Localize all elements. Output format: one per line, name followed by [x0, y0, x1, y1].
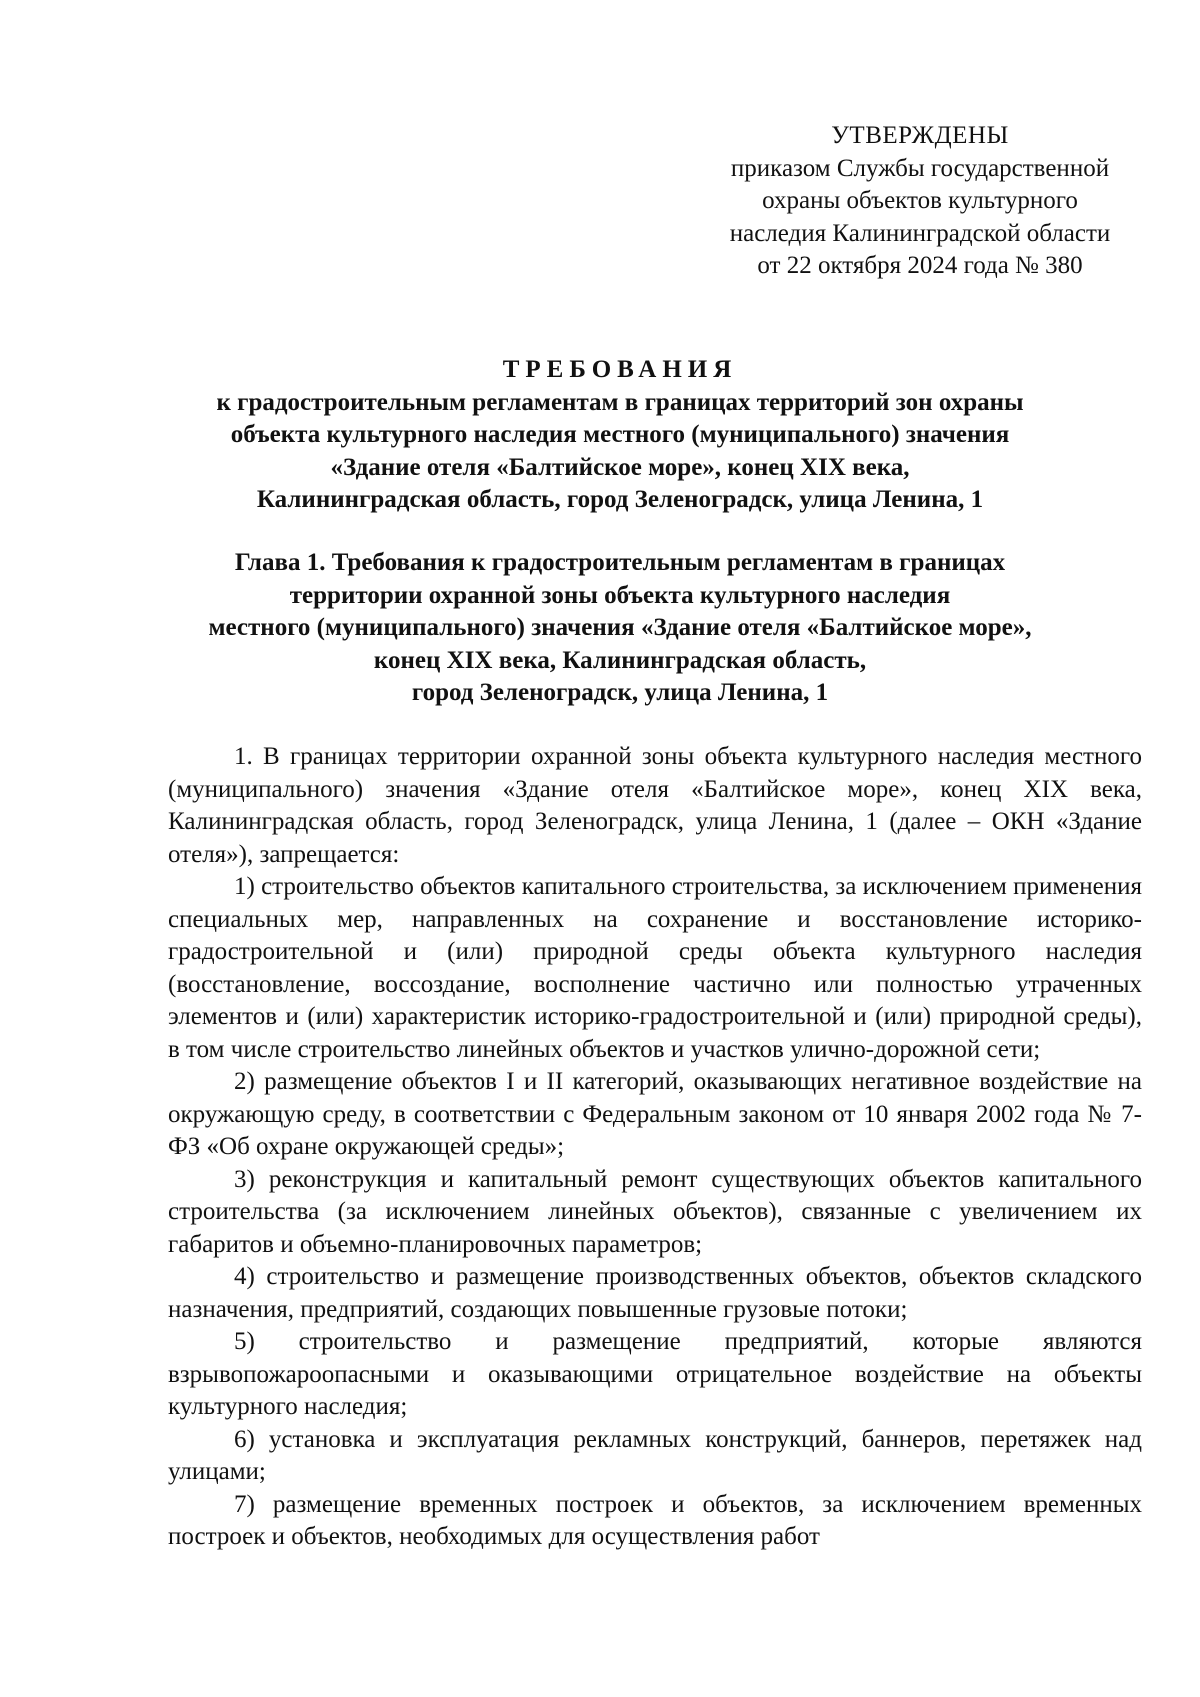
paragraph-item-2: 2) размещение объектов I и II категорий, оказывающих негативное воздействие на окружающую среду, в соответствии с Федеральным законом от 10 января 2002 года № 7-ФЗ «Об охране окружающей среды»; [168, 1068, 1142, 1160]
title-line: Калининградская область, город Зеленоградск, улица Ленина, 1 [256, 486, 984, 513]
title-line: к градостроительным регламентам в границах территорий зон охраны [216, 388, 1024, 416]
paragraph-item-6: 6) установка и эксплуатация рекламных конструкций, баннеров, перетяжек над улицами; [168, 1425, 1142, 1485]
document-title [120, 354, 1120, 517]
title-word: ТРЕБОВАНИЯ [502, 356, 738, 383]
approval-line: наследия Калининградской области [729, 219, 1111, 247]
chapter-heading [140, 547, 1100, 710]
approval-heading: УТВЕРЖДЕНЫ [831, 122, 1009, 149]
chapter-line: конец XIX века, Калининградская область, [373, 646, 867, 674]
paragraph-item-1: 1) строительство объектов капитального строительства, за исключением применения специальных мер, направленных на сохранение и восстановление историко-градостроительной и (или) природной среды объекта культурного наследия (восстановление, воссоздание, восполнение частично или полностью утраченных элементов и (или) характеристик историко-градостроительной и (или) природной среды), в том числе строительство линейных объектов и участков улично-дорожной сети; [168, 873, 1142, 1063]
chapter-line: город Зеленоградск, улица Ленина, 1 [411, 679, 829, 706]
chapter-line: территории охранной зоны объекта культурного наследия [289, 581, 951, 609]
title-line: «Здание отеля «Балтийское море», конец XIX века, [330, 453, 910, 481]
paragraph-clause-1: 1. В границах территории охранной зоны объекта культурного наследия местного (муниципального) значения «Здание отеля «Балтийское море», конец XIX века, Калининградская область, город Зеленоградск, улица Ленина, 1 (далее – ОКН «Здание отеля»), запрещается: [168, 743, 1142, 868]
title-line: объекта культурного наследия местного (муниципального) значения [230, 421, 1010, 448]
chapter-line: Глава 1. Требования к градостроительным регламентам в границах [234, 549, 1006, 576]
chapter-line: местного (муниципального) значения «Здание отеля «Балтийское море», [208, 614, 1032, 641]
paragraph-item-3: 3) реконструкция и капитальный ремонт существующих объектов капитального строительства (за исключением линейных объектов), связанные с увеличением их габаритов и объемно-планировочных параметров; [168, 1165, 1142, 1258]
approval-line: охраны объектов культурного [762, 187, 1078, 214]
approval-line: приказом Службы государственной [730, 154, 1110, 182]
paragraph-item-7: 7) размещение временных построек и объектов, за исключением временных построек и объектов, необходимых для осуществления работ [168, 1490, 1142, 1550]
approval-line: от 22 октября 2024 года № 380 [757, 252, 1083, 279]
paragraph-item-4: 4) строительство и размещение производственных объектов, объектов складского назначения, предприятий, создающих повышенные грузовые потоки; [168, 1263, 1142, 1323]
body-text [168, 741, 1142, 1554]
approval-stamp [690, 120, 1150, 283]
paragraph-item-5: 5) строительство и размещение предприятий, которые являются взрывопожароопасными и оказывающими отрицательное воздействие на объекты культурного наследия; [168, 1328, 1142, 1420]
